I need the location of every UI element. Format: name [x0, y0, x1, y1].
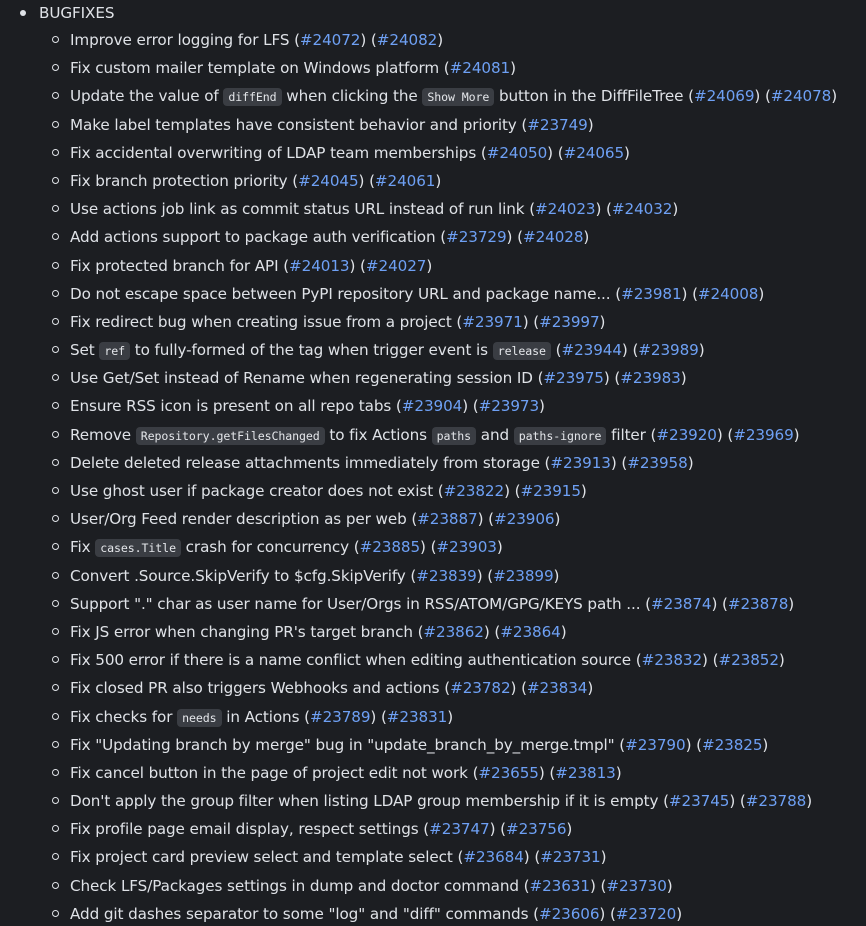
item-text: ): [553, 566, 560, 585]
item-text: ): [435, 171, 442, 190]
issue-link[interactable]: #24081: [449, 59, 511, 78]
item-text: ) (: [349, 256, 366, 275]
item-text: ): [615, 763, 622, 782]
item-text: ): [539, 397, 545, 416]
issue-link[interactable]: #23887: [417, 510, 478, 529]
list-item: [39, 252, 866, 280]
issue-link[interactable]: #23813: [555, 763, 616, 782]
issue-link[interactable]: #23684: [463, 848, 524, 867]
issue-link[interactable]: #23788: [745, 792, 807, 811]
item-text: ) (: [685, 735, 702, 754]
list-item: [39, 111, 866, 139]
item-text: ): [758, 284, 765, 303]
list-item: [39, 477, 866, 505]
list-item: [39, 167, 866, 195]
list-item: [39, 872, 866, 900]
item-text: ): [687, 453, 694, 472]
item-text: ): [793, 425, 800, 444]
item-text: ) (: [370, 707, 387, 726]
inline-code: diffEnd: [223, 88, 281, 106]
issue-link[interactable]: #23975: [543, 369, 604, 388]
issue-link[interactable]: #23631: [529, 876, 590, 895]
issue-link[interactable]: #24027: [365, 256, 427, 275]
list-item: [39, 646, 866, 674]
item-text: Don't apply the group filter when listing LDAP group membership if it is empty (: [70, 792, 669, 811]
item-text: User/Org Feed render description as per web (: [70, 510, 418, 529]
inline-code: cases.Title: [95, 539, 181, 557]
list-item: [39, 562, 866, 590]
list-item: [39, 336, 866, 364]
item-text: ): [599, 312, 606, 331]
item-text: ): [778, 651, 785, 670]
list-item: [39, 421, 866, 449]
item-text: ): [831, 87, 838, 106]
item-text: Ensure RSS icon is present on all repo tabs (: [70, 397, 402, 416]
inline-code: ref: [99, 342, 130, 360]
item-text: ) (: [523, 848, 541, 867]
item-text: ): [788, 594, 795, 613]
list-item: [39, 82, 866, 110]
item-text: ): [554, 510, 561, 529]
list-item: [39, 674, 866, 702]
issue-link[interactable]: #23983: [620, 369, 681, 388]
item-text: filter (: [606, 425, 657, 444]
item-text: Delete deleted release attachments immediately from storage (: [70, 453, 551, 472]
item-text: Add git dashes separator to some "log" and "diff" commands (: [70, 904, 539, 923]
issue-link[interactable]: #24069: [693, 87, 755, 106]
issue-link[interactable]: #23720: [615, 904, 677, 923]
item-text: Fix 500 error if there is a name conflict when editing authentication source (: [70, 651, 642, 670]
item-text: ) (: [702, 651, 719, 670]
section-title: BUGFIXES: [39, 4, 115, 22]
issue-link[interactable]: #23790: [625, 735, 686, 754]
item-text: ): [566, 820, 573, 839]
item-text: ) (: [477, 510, 495, 529]
issue-link[interactable]: #24028: [522, 228, 584, 247]
item-text: Fix protected branch for API (: [70, 256, 290, 275]
issue-link[interactable]: #23731: [540, 848, 601, 867]
item-text: ) (: [360, 31, 377, 49]
item-text: Use ghost user if package creator does not exist (: [70, 482, 444, 500]
item-text: ) (: [729, 792, 746, 811]
item-text: Fix "Updating branch by merge" bug in "update_branch_by_merge.tmpl" (: [70, 735, 626, 754]
item-text: to fully-formed of the tag when trigger event is: [130, 341, 493, 360]
list-item: [39, 392, 866, 420]
issue-link[interactable]: #24013: [289, 256, 350, 275]
item-text: ): [587, 115, 594, 134]
issue-link[interactable]: #23989: [638, 341, 699, 360]
list-item: [39, 308, 866, 336]
list-item: [39, 759, 866, 787]
issue-link[interactable]: #23899: [493, 566, 554, 585]
issue-link[interactable]: #23852: [718, 651, 779, 670]
inline-code: paths-ignore: [514, 427, 607, 445]
item-text: Fix checks for: [70, 707, 178, 726]
item-text: Check LFS/Packages settings in dump and doctor command (: [70, 876, 530, 895]
item-text: ): [510, 59, 516, 78]
issue-link[interactable]: #23920: [656, 425, 717, 444]
inline-code: needs: [177, 709, 221, 727]
issue-link[interactable]: #23971: [462, 312, 523, 331]
issue-link[interactable]: #23997: [539, 312, 600, 331]
issue-link[interactable]: #24050: [486, 143, 548, 162]
list-item: [39, 364, 866, 392]
item-text: Make label templates have consistent behavior and priority (: [70, 115, 528, 134]
issue-link[interactable]: #24032: [611, 200, 673, 219]
item-text: ): [806, 792, 813, 811]
list-item: [39, 787, 866, 815]
item-text: ) (: [538, 763, 556, 782]
item-text: ) (: [420, 538, 437, 557]
item-text: ) (: [754, 87, 771, 106]
list-item: [39, 815, 866, 843]
item-text: ): [580, 482, 587, 500]
inline-code: Show More: [422, 88, 494, 106]
item-text: ) (: [506, 228, 523, 247]
issue-link[interactable]: #23878: [727, 594, 789, 613]
item-text: ): [560, 622, 567, 641]
issue-link[interactable]: #23747: [429, 820, 490, 839]
issue-link[interactable]: #23904: [401, 397, 463, 416]
item-text: ): [666, 876, 673, 895]
item-text: Use actions job link as commit status URL instead of run link (: [70, 200, 536, 219]
item-text: ) (: [358, 171, 375, 190]
issue-link[interactable]: #24065: [563, 143, 625, 162]
item-text: ): [762, 735, 769, 754]
item-text: ): [437, 31, 444, 49]
issue-link[interactable]: #23944: [561, 341, 622, 360]
issue-link[interactable]: #23958: [627, 453, 688, 472]
item-text: Update the value of: [70, 87, 224, 106]
item-text: Use Get/Set instead of Rename when regenerating session ID (: [70, 369, 544, 388]
list-item: [39, 54, 866, 82]
item-text: ): [672, 200, 679, 219]
item-text: ) (: [547, 143, 564, 162]
item-text: Fix custom mailer template on Windows platform (: [70, 59, 450, 78]
item-text: ): [583, 228, 590, 247]
item-text: button in the DiffFileTree (: [494, 87, 694, 106]
item-text: ) (: [681, 284, 698, 303]
issue-link[interactable]: #23839: [416, 566, 477, 585]
issue-link[interactable]: #23730: [606, 876, 667, 895]
list-item: [39, 449, 866, 477]
item-text: ) (: [483, 622, 501, 641]
item-text: Improve error logging for LFS (: [70, 31, 300, 49]
issue-link[interactable]: #23825: [701, 735, 763, 754]
list-item: [39, 26, 866, 54]
item-text: ): [676, 904, 683, 923]
item-text: ) (: [716, 425, 734, 444]
issue-link[interactable]: #23655: [478, 763, 539, 782]
list-item: [39, 280, 866, 308]
item-text: ): [600, 848, 607, 867]
item-text: crash for concurrency (: [180, 538, 360, 557]
issue-link[interactable]: #23789: [309, 707, 371, 726]
issue-link[interactable]: #23862: [423, 622, 484, 641]
list-item: [39, 731, 866, 759]
issue-link[interactable]: #23749: [527, 115, 588, 134]
item-text: Fix redirect bug when creating issue from a project (: [70, 312, 463, 331]
item-text: Fix project card preview select and template select (: [70, 848, 464, 867]
item-text: ): [680, 369, 687, 388]
item-text: and: [476, 425, 514, 444]
item-text: ) (: [504, 482, 521, 500]
issue-link[interactable]: #23885: [359, 538, 421, 557]
item-text: ) (: [621, 341, 639, 360]
issue-link[interactable]: #24061: [374, 171, 436, 190]
item-text: in Actions (: [221, 707, 310, 726]
item-text: ) (: [603, 369, 621, 388]
item-text: Fix closed PR also triggers Webhooks and actions (: [70, 679, 451, 698]
item-text: Fix: [70, 538, 96, 557]
issue-link[interactable]: #24072: [299, 31, 361, 49]
issue-link[interactable]: #24082: [376, 31, 438, 49]
item-text: Fix branch protection priority (: [70, 171, 299, 190]
issue-link[interactable]: #23832: [641, 651, 703, 670]
list-item: [39, 195, 866, 223]
issue-link[interactable]: #23782: [450, 679, 511, 698]
item-text: ): [624, 143, 630, 162]
issue-link[interactable]: #24008: [697, 284, 759, 303]
item-text: Set: [70, 341, 100, 360]
item-text: Fix profile page email display, respect settings (: [70, 820, 430, 839]
item-text: ): [447, 707, 454, 726]
list-item: [39, 505, 866, 533]
item-text: Convert .Source.SkipVerify to $cfg.SkipVerify (: [70, 566, 417, 585]
item-text: Remove: [70, 425, 136, 444]
issue-link[interactable]: #23756: [505, 820, 567, 839]
item-text: ): [426, 256, 433, 275]
issue-link[interactable]: #23913: [550, 453, 611, 472]
item-text: ) (: [462, 397, 479, 416]
issue-link[interactable]: #23834: [526, 679, 588, 698]
item-text: Support "." char as user name for User/Orgs in RSS/ATOM/GPG/KEYS path ... (: [70, 594, 651, 613]
bugfix-list: [39, 26, 866, 926]
item-text: ): [698, 341, 705, 360]
list-item: [39, 139, 866, 167]
issue-link[interactable]: #24078: [770, 87, 832, 106]
item-text: Add actions support to package auth verification (: [70, 228, 447, 247]
item-text: ) (: [595, 200, 612, 219]
item-text: Fix JS error when changing PR's target branch (: [70, 622, 424, 641]
list-item: [39, 223, 866, 251]
inline-code: release: [493, 342, 551, 360]
item-text: Fix accidental overwriting of LDAP team memberships (: [70, 143, 487, 162]
issue-link[interactable]: #24045: [298, 171, 359, 190]
issue-link[interactable]: #23874: [651, 594, 712, 613]
item-text: ) (: [476, 566, 494, 585]
issue-link[interactable]: #23606: [538, 904, 600, 923]
item-text: ): [587, 679, 594, 698]
item-text: to fix Actions: [324, 425, 432, 444]
item-text: ) (: [711, 594, 728, 613]
item-text: ) (: [599, 904, 616, 923]
item-text: ) (: [610, 453, 628, 472]
issue-link[interactable]: #23729: [446, 228, 507, 247]
list-item: [39, 843, 866, 871]
issue-link[interactable]: #23915: [520, 482, 581, 500]
issue-link[interactable]: #23973: [478, 397, 540, 416]
item-text: ) (: [489, 820, 506, 839]
item-text: when clicking the: [281, 87, 423, 106]
issue-link[interactable]: #23831: [386, 707, 448, 726]
inline-code: Repository.getFilesChanged: [136, 427, 325, 445]
issue-link[interactable]: #23981: [621, 284, 682, 303]
list-item: [39, 590, 866, 618]
list-item: [39, 533, 866, 561]
item-text: (: [550, 341, 562, 360]
issue-link[interactable]: #24023: [535, 200, 596, 219]
item-text: ) (: [522, 312, 540, 331]
item-text: Fix cancel button in the page of project edit not work (: [70, 763, 479, 782]
inline-code: paths: [432, 427, 476, 445]
issue-link[interactable]: #23906: [494, 510, 555, 529]
item-text: Do not escape space between PyPI repository URL and package name... (: [70, 284, 622, 303]
item-text: ) (: [510, 679, 527, 698]
item-text: ) (: [589, 876, 607, 895]
issue-link[interactable]: #23745: [668, 792, 730, 811]
list-item: [39, 703, 866, 731]
issue-link[interactable]: #23969: [733, 425, 794, 444]
issue-link[interactable]: #23903: [436, 538, 497, 557]
list-item: [39, 900, 866, 926]
item-text: ): [496, 538, 503, 557]
issue-link[interactable]: #23822: [443, 482, 505, 500]
list-item: [39, 618, 866, 646]
issue-link[interactable]: #23864: [500, 622, 561, 641]
